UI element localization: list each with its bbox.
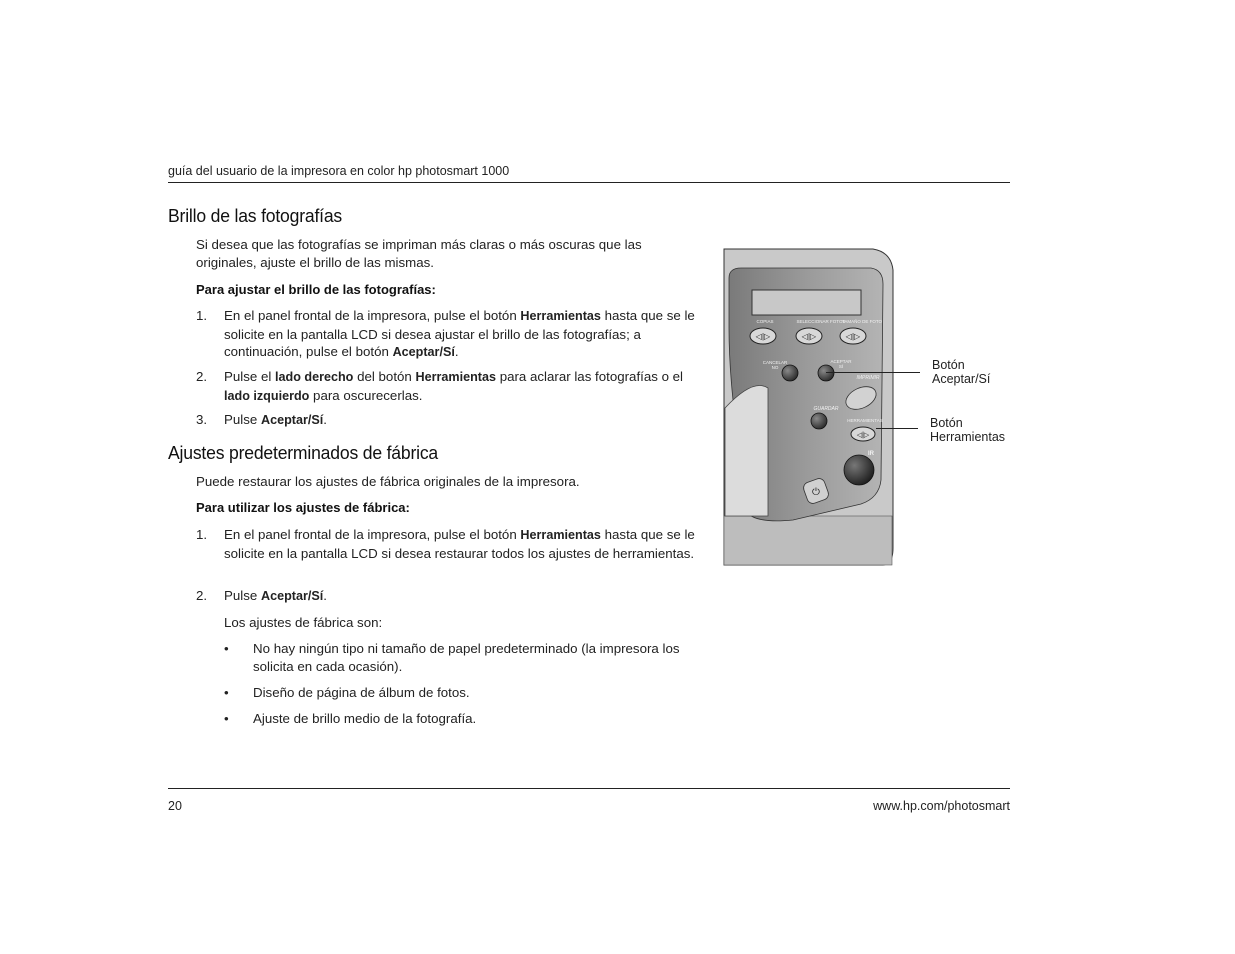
footer-rule	[168, 788, 1010, 789]
select-photos-arrow-button	[796, 328, 822, 344]
label-ir: IR	[868, 451, 874, 457]
bullet-symbol: •	[224, 641, 229, 656]
section-title-factory-defaults: Ajustes predeterminados de fábrica	[168, 442, 439, 463]
step-number: 2.	[196, 369, 208, 384]
svg-text:◁|▷: ◁|▷	[845, 332, 861, 341]
factory-list-intro: Los ajustes de fábrica son:	[224, 615, 383, 630]
step-text: Pulse Aceptar/Sí.	[224, 412, 327, 427]
factory-step-1	[196, 526, 711, 562]
callout-accept: Botón Aceptar/Sí	[932, 358, 991, 386]
label-accept: ACEPTAR	[830, 359, 852, 364]
callout-line-tools	[876, 428, 918, 429]
brightness-step-1	[196, 307, 711, 362]
callout-line-accept	[826, 372, 920, 373]
label-cancel: CANCELAR	[762, 360, 788, 365]
factory-intro: Puede restaurar los ajustes de fábrica originales de la impresora.	[196, 474, 580, 489]
accept-yes-button	[818, 365, 834, 381]
label-copies: COPIAS	[756, 319, 774, 324]
factory-bullet-3	[224, 710, 711, 728]
bullet-symbol: •	[224, 685, 229, 700]
label-tools: HERRAMIENTAS	[847, 418, 883, 423]
bullet-text: Diseño de página de álbum de fotos.	[253, 685, 470, 700]
printer-panel-illustration	[723, 248, 895, 566]
brightness-step-3	[196, 411, 711, 430]
factory-bullet-2	[224, 684, 711, 702]
brightness-intro-line2: originales, ajuste el brillo de las mismas.	[196, 254, 434, 270]
factory-step-2	[196, 587, 711, 606]
page-number: 20	[168, 799, 182, 813]
save-button	[811, 413, 827, 429]
step-number: 1.	[196, 308, 208, 323]
brightness-step-2	[196, 368, 711, 405]
step-text: En el panel frontal de la impresora, pulse el botón Herramientas hasta que se le solicite en la pantalla LCD si desea restaurar todos los ajustes de herramientas.	[224, 527, 695, 561]
bullet-symbol: •	[224, 711, 229, 726]
power-icon: ⏻	[812, 487, 820, 498]
header-rule	[168, 182, 1010, 183]
label-photo-size: TAMAÑO DE FOTO	[841, 319, 883, 324]
label-save: GUARDAR	[813, 406, 839, 412]
brightness-intro	[196, 236, 711, 271]
factory-subhead: Para utilizar los ajustes de fábrica:	[196, 500, 410, 515]
tools-arrow-button	[851, 427, 875, 441]
factory-bullet-1	[224, 640, 711, 675]
step-text: Pulse Aceptar/Sí.	[224, 588, 327, 603]
brightness-subhead: Para ajustar el brillo de las fotografías:	[196, 282, 436, 297]
brightness-intro-line1: Si desea que las fotografías se impriman más claras o más oscuras que las	[196, 237, 642, 252]
step-number: 1.	[196, 527, 208, 542]
cancel-no-button	[782, 365, 798, 381]
photo-size-arrow-button	[840, 328, 866, 344]
running-header: guía del usuario de la impresora en color hp photosmart 1000	[168, 164, 510, 178]
label-no: NO	[771, 365, 779, 370]
label-yes: SÍ	[838, 364, 844, 369]
label-select-photos: SELECCIONAR FOTOS	[796, 319, 846, 324]
bullet-text: Ajuste de brillo medio de la fotografía.	[253, 711, 477, 726]
step-number: 2.	[196, 588, 208, 603]
svg-text:◁|▷: ◁|▷	[755, 332, 771, 341]
section-title-brightness: Brillo de las fotografías	[168, 205, 343, 226]
callout-tools: Botón Herramientas	[930, 416, 1006, 444]
step-number: 3.	[196, 412, 208, 427]
step-text: Pulse el lado derecho del botón Herramientas para aclarar las fotografías o el lado izquierdo para oscurecerlas.	[224, 369, 684, 403]
bullet-text: No hay ningún tipo ni tamaño de papel predeterminado (la impresora los solicita en cada ocasión).	[253, 641, 680, 674]
svg-text:◁|▷: ◁|▷	[856, 432, 870, 439]
step-text: En el panel frontal de la impresora, pulse el botón Herramientas hasta que se le solicite en la pantalla LCD si desea ajustar el brillo de las fotografías; a continuación, pulse el botón Aceptar/Sí.	[224, 308, 695, 359]
footer-url: www.hp.com/photosmart	[873, 799, 1010, 813]
svg-text:◁|▷: ◁|▷	[801, 332, 817, 341]
copies-arrow-button	[750, 328, 776, 344]
large-round-button	[844, 455, 874, 485]
label-print: IMPRIMIR	[856, 375, 880, 381]
